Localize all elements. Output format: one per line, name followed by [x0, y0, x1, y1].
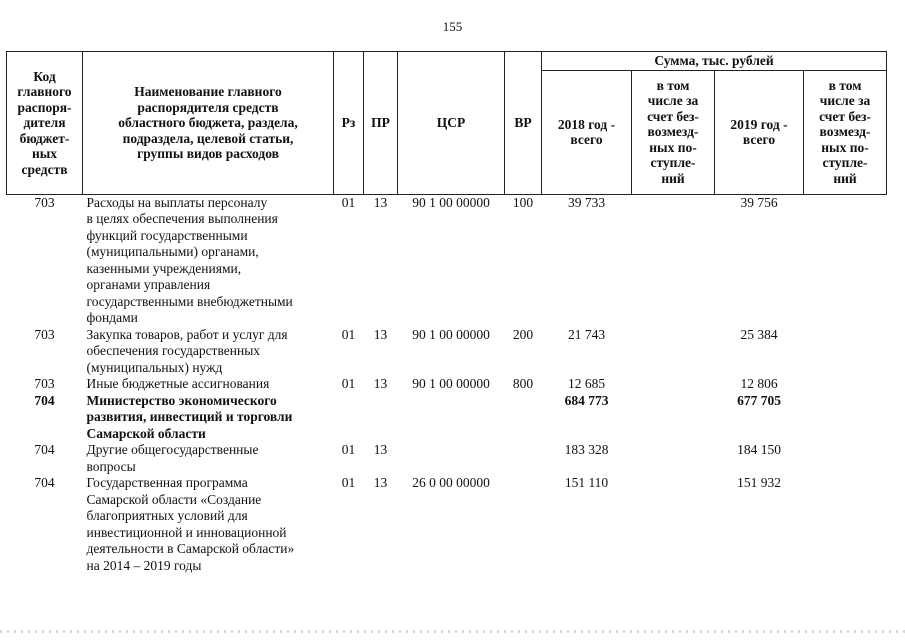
header-2019-free: в том числе за счет без- возмезд- ных по- ступле- ний	[804, 70, 887, 194]
cell-pr: 13	[373, 326, 388, 342]
cell-csr: 90 1 00 00000	[412, 376, 490, 391]
scan-artifact-line	[0, 630, 905, 633]
header-2018-total: 2018 год - всего	[542, 70, 632, 194]
cell-2019-free	[804, 393, 887, 443]
table-row	[7, 475, 887, 574]
cell-2018-free	[632, 194, 715, 327]
cell-vr: 200	[512, 326, 534, 342]
cell-code: 703	[34, 194, 55, 210]
cell-vr	[505, 393, 542, 443]
cell-csr	[398, 442, 505, 475]
cell-2019-total: 39 756	[740, 194, 778, 210]
cell-2018-free	[632, 475, 715, 574]
table-row	[7, 376, 887, 393]
header-rz: Рз	[334, 52, 364, 195]
cell-2019-total: 184 150	[737, 442, 781, 457]
header-2018-free: в том числе за счет без- возмезд- ных по- ступле- ний	[632, 70, 715, 194]
page-number: 155	[442, 19, 463, 34]
cell-pr: 13	[373, 376, 388, 391]
cell-2018-free	[632, 327, 715, 377]
cell-2019-free	[804, 194, 887, 327]
cell-2018-total: 183 328	[564, 442, 609, 457]
header-2019-total: 2019 год - всего	[715, 70, 804, 194]
cell-2019-free	[804, 475, 887, 574]
cell-code: 704	[34, 442, 55, 457]
cell-name: Государственная программа Самарской области «Создание благоприятных условий для инвестиционной и инновационной деятельности в Самарской области» на 2014 – 2019 годы	[86, 475, 295, 573]
cell-2018-total: 21 743	[567, 326, 606, 342]
cell-2019-total: 12 806	[740, 376, 778, 391]
cell-2018-total: 12 685	[567, 376, 606, 391]
cell-name: Закупка товаров, работ и услуг для обеспечения государственных (муниципальных) нужд	[86, 326, 288, 375]
cell-2019-free	[804, 376, 887, 393]
cell-2019-free	[804, 327, 887, 377]
cell-2019-total: 677 705	[737, 392, 781, 408]
cell-rz: 01	[341, 194, 356, 210]
cell-2018-total: 39 733	[567, 194, 606, 210]
cell-2018-total: 684 773	[564, 392, 609, 408]
cell-2019-free	[804, 442, 887, 475]
header-sum: Сумма, тыс. рублей	[542, 52, 887, 71]
cell-vr: 100	[512, 194, 534, 210]
cell-2018-free	[632, 442, 715, 475]
cell-name: Расходы на выплаты персоналу в целях обеспечения выполнения функций государственными (муниципальными) органами, казенными учреждениями, органами управления государственными внебюджетными фондами	[86, 194, 293, 325]
cell-pr: 13	[373, 475, 388, 490]
cell-vr	[505, 475, 542, 574]
cell-csr: 90 1 00 00000	[412, 326, 490, 342]
table-row	[7, 327, 887, 377]
header-vr: ВР	[505, 52, 542, 195]
cell-pr	[364, 393, 398, 443]
cell-rz	[334, 393, 364, 443]
cell-name: Министерство экономического развития, инвестиций и торговли Самарской области	[86, 392, 293, 441]
cell-csr: 26 0 00 00000	[412, 475, 490, 490]
header-pr: ПР	[364, 52, 398, 195]
cell-2019-total: 151 932	[737, 475, 781, 490]
cell-csr: 90 1 00 00000	[412, 194, 490, 210]
table-row	[7, 393, 887, 443]
header-code: Код главного распоря- дителя бюджет- ных средств	[7, 52, 83, 195]
table-row	[7, 194, 887, 327]
table-header	[7, 52, 887, 195]
cell-pr: 13	[373, 442, 388, 457]
cell-rz: 01	[341, 442, 356, 457]
table-row	[7, 442, 887, 475]
cell-2018-free	[632, 376, 715, 393]
budget-table	[6, 51, 887, 574]
cell-vr: 800	[512, 376, 534, 391]
cell-csr	[398, 393, 505, 443]
cell-rz: 01	[341, 376, 356, 391]
cell-code: 704	[34, 475, 55, 490]
cell-code: 703	[34, 326, 55, 342]
cell-name: Иные бюджетные ассигнования	[86, 376, 270, 391]
cell-2018-total: 151 110	[564, 475, 609, 490]
cell-code: 704	[34, 392, 55, 408]
cell-rz: 01	[341, 326, 356, 342]
cell-2018-free	[632, 393, 715, 443]
cell-pr: 13	[373, 194, 388, 210]
header-csr: ЦСР	[398, 52, 505, 195]
cell-2019-total: 25 384	[740, 326, 778, 342]
table-body	[7, 194, 887, 574]
header-name: Наименование главного распорядителя средств областного бюджета, раздела, подраздела, целевой статьи, группы видов расходов	[83, 52, 334, 195]
cell-vr	[505, 442, 542, 475]
cell-rz: 01	[341, 475, 356, 490]
cell-code: 703	[34, 376, 55, 391]
cell-name: Другие общегосударственные вопросы	[86, 442, 259, 474]
